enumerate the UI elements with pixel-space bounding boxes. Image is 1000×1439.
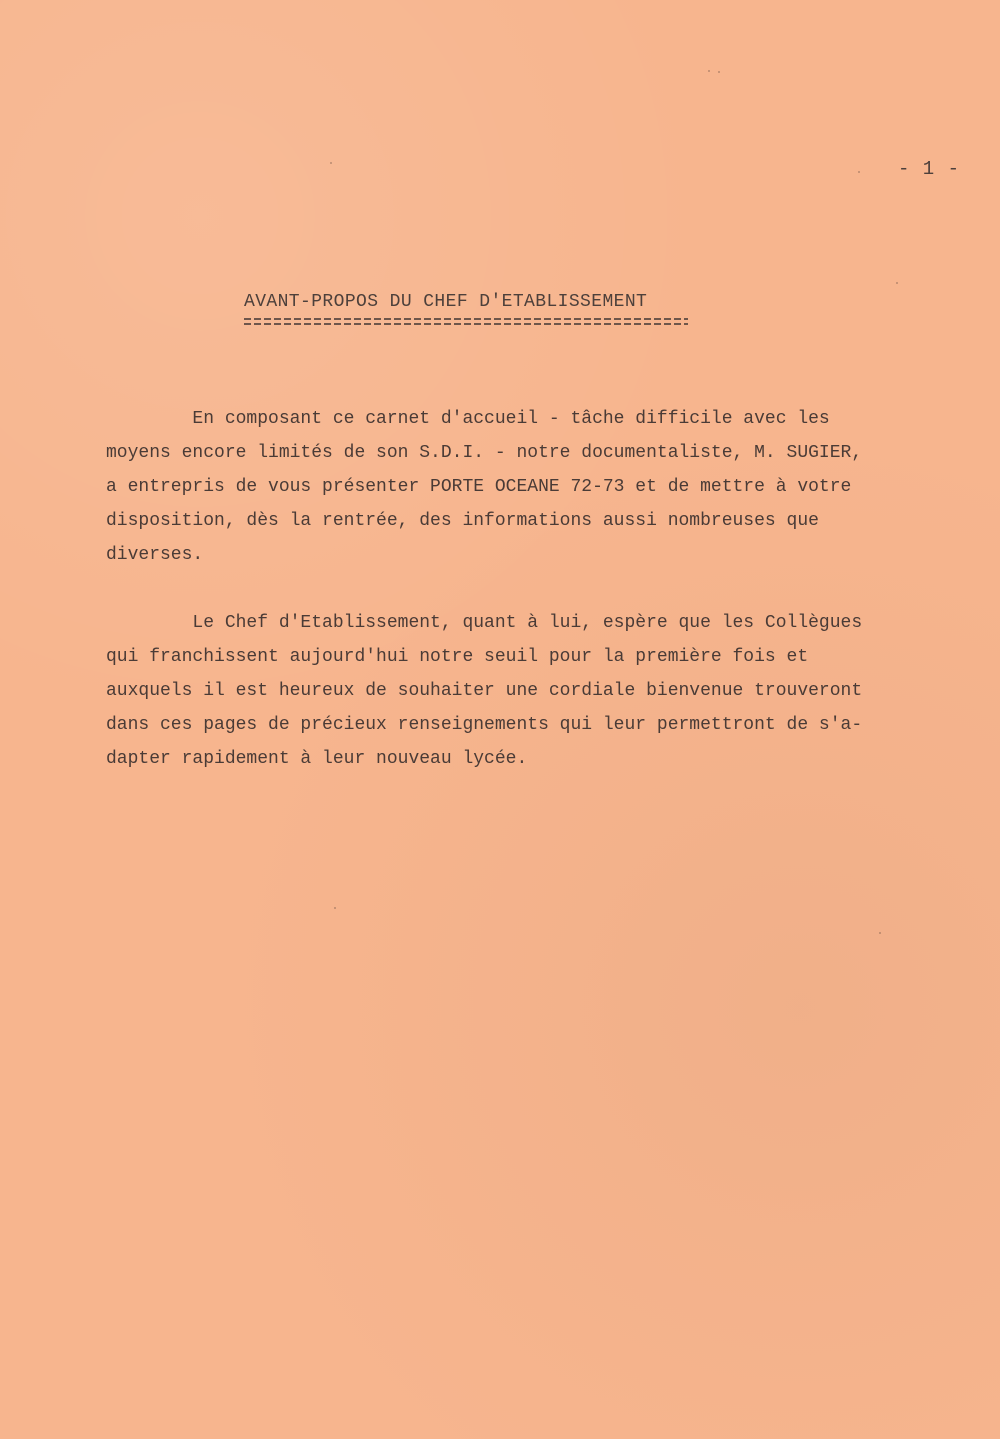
paragraph-1-line-1: En composant ce carnet d'accueil - tâche difficile avec les — [106, 409, 830, 429]
paragraph-1-line-4: disposition, dès la rentrée, des informations aussi nombreuses que — [106, 511, 819, 531]
paragraph-2-line-5: dapter rapidement à leur nouveau lycée. — [106, 749, 528, 769]
paragraph-2-line-4: dans ces pages de précieux renseignements qui leur permettront de s'a- — [106, 715, 863, 735]
paragraph-1 — [106, 402, 978, 572]
paragraph-1-line-2: moyens encore limités de son S.D.I. - notre documentaliste, M. SUGIER, — [106, 443, 863, 463]
paragraph-1-line-5: diverses. — [106, 545, 204, 565]
page-title: AVANT-PROPOS DU CHEF D'ETABLISSEMENT — [244, 292, 648, 312]
page-number: - 1 - — [897, 158, 960, 180]
paragraph-2-line-3: auxquels il est heureux de souhaiter une cordiale bienvenue trouveront — [106, 681, 863, 701]
paragraph-1-line-3: a entrepris de vous présenter PORTE OCEANE 72-73 et de mettre à votre — [106, 477, 852, 497]
title-underline — [244, 318, 688, 326]
paragraph-2-line-2: qui franchissent aujourd'hui notre seuil pour la première fois et — [106, 647, 809, 667]
paragraph-2 — [106, 606, 978, 776]
paragraph-2-line-1: Le Chef d'Etablissement, quant à lui, espère que les Collègues — [106, 613, 863, 633]
title-block — [244, 292, 694, 326]
